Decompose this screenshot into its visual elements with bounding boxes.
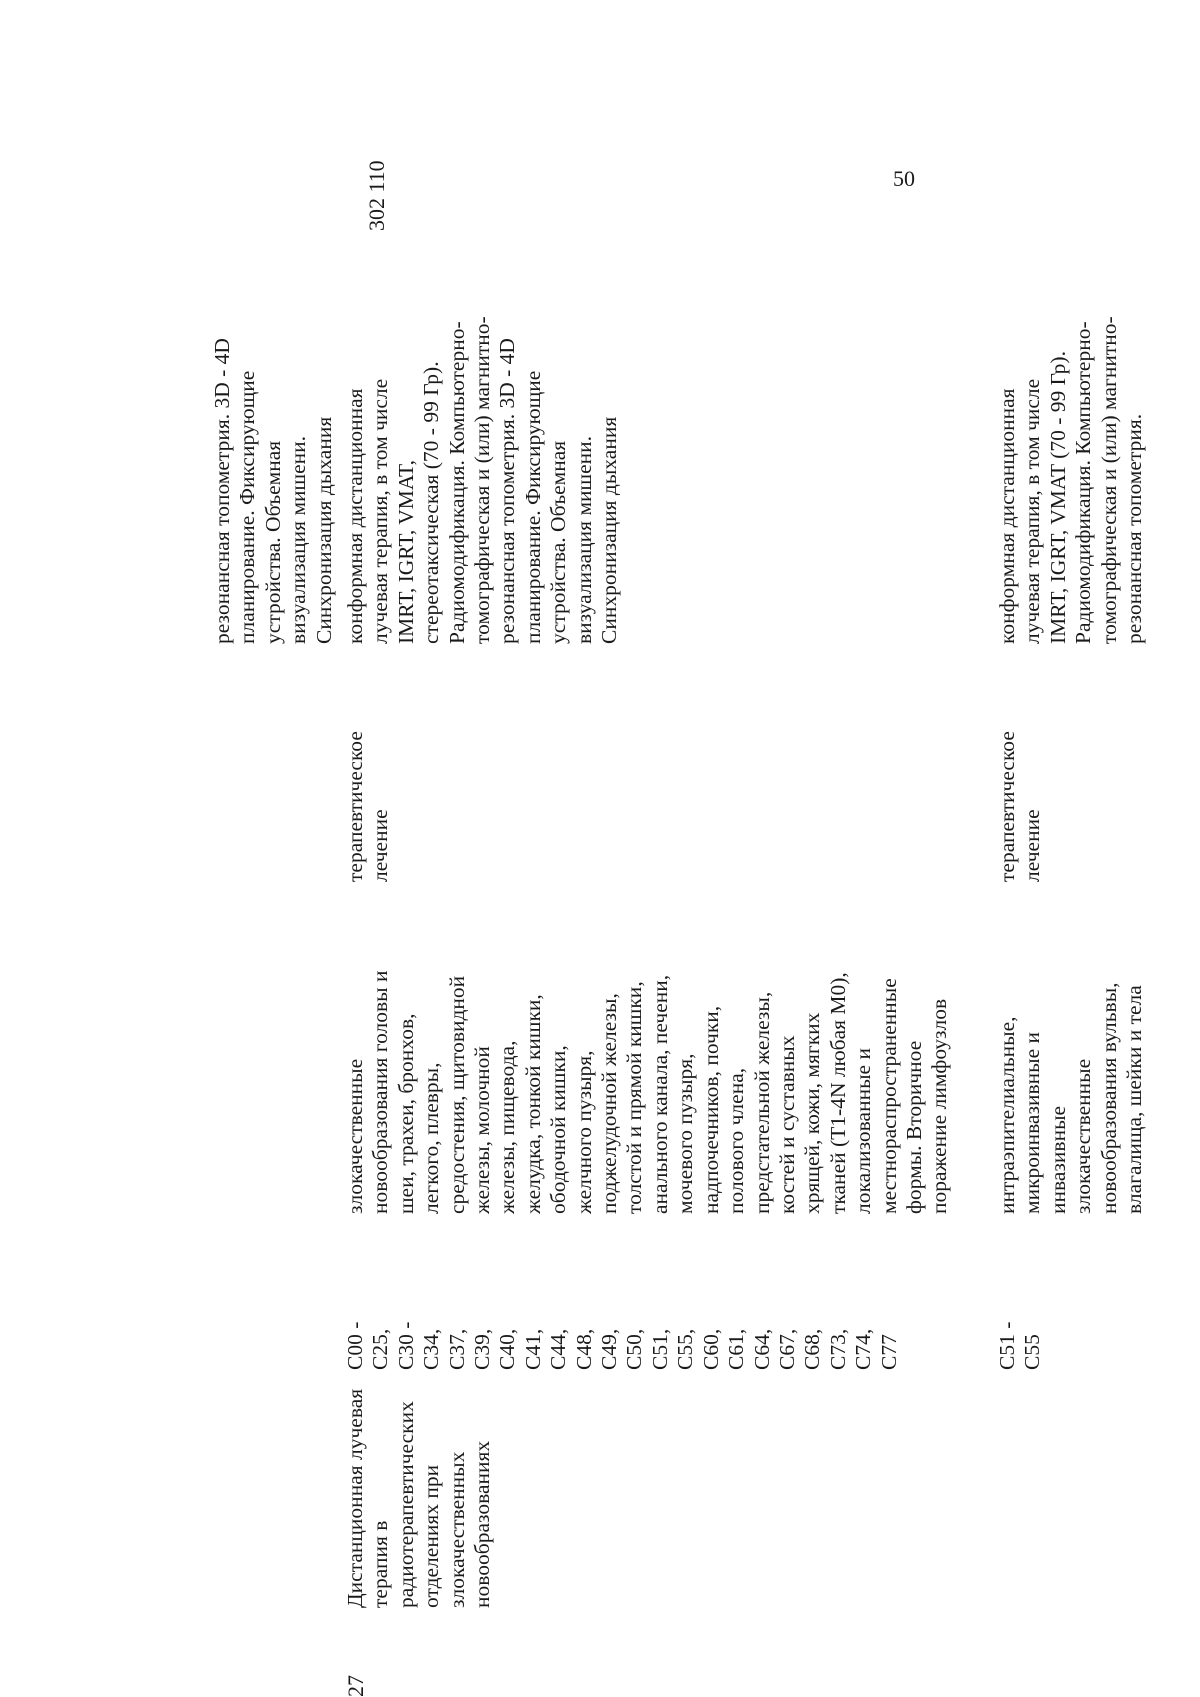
icd-codes-1: C00 - C25, C30 - C34, C37, C39, C40, C41, C44, C48, C49, C50, C51, C55, C60, C61, C64, C67, C68, C73, C74, C77: [343, 1321, 901, 1370]
service-name: Дистанционная лучевая терапия в радиотерапевтических отделениях при злокачественных новообразованиях: [343, 1388, 495, 1608]
diagnosis-2: интраэпителиальные, микроинвазивные и инвазивные злокачественные новообразования вульвы, влагалища, шейки и тела: [995, 982, 1147, 1214]
treatment-method-1: конформная дистанционная лучевая терапия, в том числе IMRT, IGRT, VMAT, стереотаксическая (70 - 99 Гр). Радиомодификация. Компьютерно- томографическая и (или) магнитно- резонансная топометрия. 3D - 4D планирование. Фиксирующие устройства. Объемная визуализация мишени. Синхронизация дыхания: [343, 316, 622, 644]
treatment-type-2: терапевтическое лечение: [995, 731, 1045, 882]
row-number: 27: [343, 1675, 368, 1697]
icd-codes-2: C51 - C55: [995, 1321, 1045, 1370]
continued-method-text: резонансная топометрия. 3D - 4D планирование. Фиксирующие устройства. Объемная визуализация мишени. Синхронизация дыхания: [210, 338, 336, 644]
page-number: 50: [893, 166, 915, 191]
price-1: 302 110: [364, 160, 389, 231]
treatment-type-1: терапевтическое лечение: [343, 731, 393, 882]
diagnosis-1: злокачественные новообразования головы и шеи, трахеи, бронхов, легкого, плевры, средостения, щитовидной железы, молочной железы, пищевода, желудка, тонкой кишки, ободочной кишки, желчного пузыря, поджелудочной железы, толстой и прямой кишки, анального канала, печени, мочевого пузыря, надпочечников, почки, полового члена, предстательной железы, костей и суставных хрящей, кожи, мягких тканей (T1-4N любая M0), локализованные и местнораспространенные формы. Вторичное поражение лимфоузлов: [343, 970, 952, 1214]
treatment-method-2: конформная дистанционная лучевая терапия, в том числе IMRT, IGRT, VMAT (70 - 99 Гр). Радиомодификация. Компьютерно- томографическая и (или) магнитно- резонансная топометрия.: [995, 316, 1147, 644]
